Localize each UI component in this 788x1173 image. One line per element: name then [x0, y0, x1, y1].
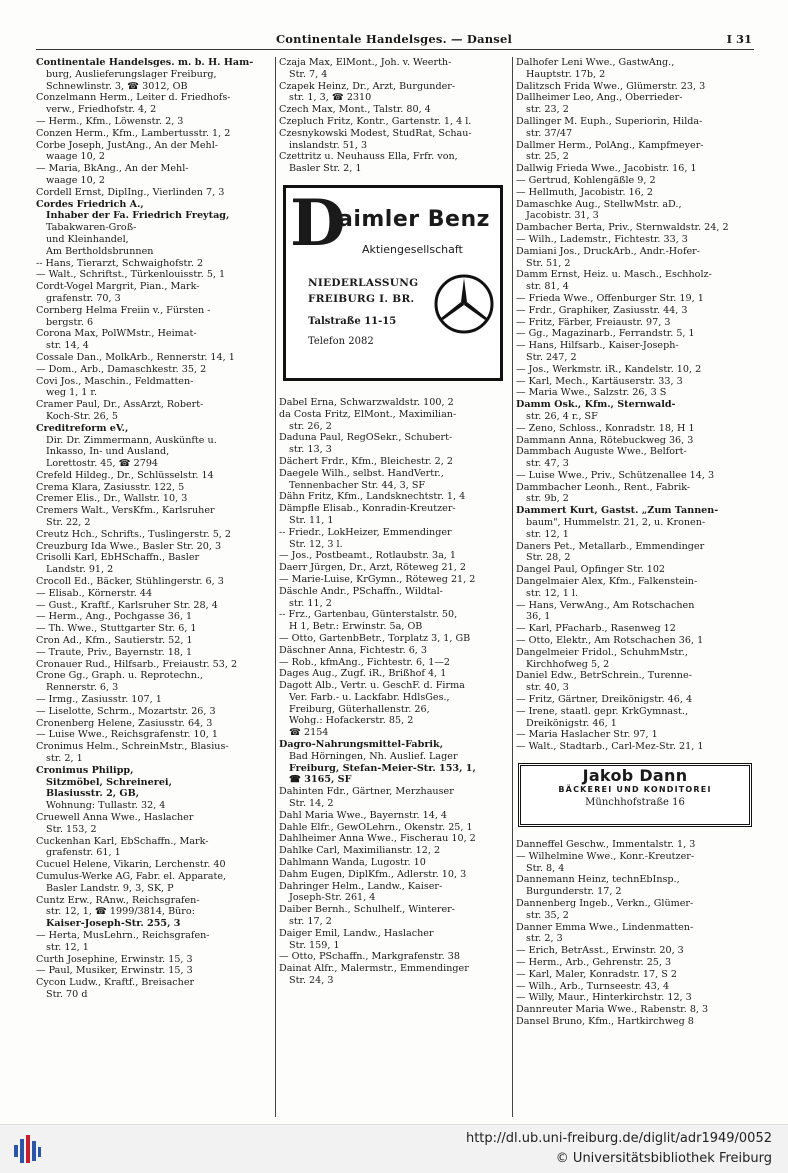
directory-entry: Str. 11, 1: [289, 514, 334, 526]
directory-entry: Basler Str. 2, 1: [289, 163, 362, 175]
directory-entry: Tabakwaren-Groß-: [46, 222, 137, 234]
directory-entry: Wohnung: Tullastr. 32, 4: [46, 800, 166, 812]
directory-entry: grafenstr. 61, 1: [46, 847, 121, 859]
directory-entry: — Rob., kfmAng., Fichtestr. 6, 1—2: [279, 656, 451, 668]
directory-entry: str. 26, 2: [289, 420, 332, 432]
directory-entry: Basler Landstr. 9, 3, SK, P: [46, 882, 174, 894]
directory-entry: — Herm., Kfm., Löwenstr. 2, 3: [36, 115, 184, 127]
directory-entry: — Jos., Werkmstr. iR., Kandelstr. 10, 2: [516, 363, 702, 375]
directory-entry: Dallmer Herm., PolAng., Kampfmeyer-: [516, 139, 704, 151]
directory-entry: Dages Aug., Zugf. iR., Brißhof 4, 1: [279, 668, 447, 680]
directory-entry: Str. 51, 2: [526, 257, 571, 269]
directory-entry: Tennenbacher Str. 44, 3, SF: [289, 479, 426, 491]
directory-entry: Str. 247, 2: [526, 351, 577, 363]
directory-entry: Cordt-Vogel Margrit, Pian., Mark-: [36, 281, 200, 293]
directory-entry: str. 37/47: [526, 127, 573, 139]
directory-entry: -- Frz., Gartenbau, Günterstalstr. 50,: [279, 609, 458, 621]
directory-entry: Cumulus-Werke AG, Fabr. el. Apparate,: [36, 870, 227, 882]
directory-entry: Cronimus Helm., SchreinMstr., Blasius-: [36, 741, 229, 753]
directory-entry: — Traute, Priv., Bayernstr. 18, 1: [36, 646, 193, 658]
directory-entry: Freiburg, Stefan-Meier-Str. 153, 1,: [289, 762, 476, 774]
directory-entry: Crone Gg., Graph. u. Reprotechn.,: [36, 670, 203, 682]
directory-entry: Rennerstr. 6, 3: [46, 682, 119, 694]
directory-entry: Cordes Friedrich A.,: [36, 198, 144, 210]
directory-entry: str. 12, 1 l.: [526, 587, 578, 599]
directory-entry: Jacobistr. 31, 3: [526, 210, 599, 222]
directory-entry: burg, Auslieferungslager Freiburg,: [46, 68, 217, 80]
directory-entry: — Maria, BkAng., An der Mehl-: [36, 163, 189, 175]
source-url[interactable]: http://dl.ub.uni-freiburg.de/diglit/adr1949/0052: [465, 1131, 772, 1146]
directory-entry: Dahringer Helm., Landw., Kaiser-: [279, 880, 443, 892]
daimler-benz-advertisement: [283, 185, 503, 381]
directory-entry: str. 2, 1: [46, 753, 83, 765]
directory-entry: — Gertrud, Kohlengäßle 9, 2: [516, 174, 656, 186]
directory-entry: Czesnykowski Modest, StudRat, Schau-: [279, 127, 472, 139]
directory-entry: Blasiusstr. 2, GB,: [46, 788, 140, 800]
column-2: [279, 57, 509, 1119]
directory-entry: — Karl, PFacharb., Rasenweg 12: [516, 623, 676, 635]
directory-entry: — Otto, Elektr., Am Rotschachen 36, 1: [516, 635, 704, 647]
directory-entry: Dähn Fritz, Kfm., Landsknechtstr. 1, 4: [279, 491, 466, 503]
directory-entry: Str. 24, 3: [289, 975, 334, 987]
directory-entry: — Hans, VerwAng., Am Rotschachen: [516, 599, 695, 611]
ad-line: Talstraße 11-15: [308, 315, 397, 327]
directory-entry: Dannenberg Ingeb., Verkn., Glümer-: [516, 898, 694, 909]
ad-address: Münchhofstraße 16: [585, 796, 685, 808]
directory-entry: Dalitzsch Frida Wwe., Glümerstr. 23, 3: [516, 80, 706, 92]
directory-entry: da Costa Fritz, ElMont., Maximilian-: [279, 408, 457, 420]
directory-entry: Creuzburg Ida Wwe., Basler Str. 20, 3: [36, 540, 222, 552]
directory-entry: — Paul, Musiker, Erwinstr. 15, 3: [36, 965, 193, 977]
directory-entry: Daiger Emil, Landw., Haslacher: [279, 927, 434, 939]
directory-entry: Landstr. 91, 2: [46, 564, 114, 576]
directory-entry: Kirchhofweg 5, 2: [526, 658, 610, 670]
ad-subtitle: Aktiengesellschaft: [362, 242, 463, 256]
directory-entry: Corbe Joseph, JustAng., An der Mehl-: [36, 139, 219, 151]
mercedes-star-icon: [432, 272, 496, 336]
directory-entry: — Irmg., Zasiusstr. 107, 1: [36, 694, 162, 706]
directory-entry: waage 10, 2: [46, 151, 105, 163]
directory-entry: Str. 22, 2: [46, 517, 91, 529]
directory-entry: Czech Max, Mont., Talstr. 80, 4: [279, 104, 431, 116]
directory-entry: baum", Hummelstr. 21, 2, u. Kronen-: [526, 517, 706, 529]
directory-entry: Corona Max, PolWMstr., Heimat-: [36, 328, 197, 340]
directory-entry: Dammbach Auguste Wwe., Belfort-: [516, 446, 687, 458]
directory-entry: Dagott Alb., Vertr. u. GeschF. d. Firma: [279, 680, 465, 692]
ad-brand: aimler Benz: [338, 206, 490, 232]
directory-entry: Dabel Erna, Schwarzwaldstr. 100, 2: [279, 396, 454, 408]
directory-entry: — Karl, Maler, Konradstr. 17, S 2: [516, 968, 677, 980]
column-3: [516, 57, 756, 1119]
directory-entry: str. 12, 1, ☎ 1999/3814, Büro:: [46, 906, 195, 918]
column-divider: [275, 57, 276, 1117]
ub-freiburg-logo-icon: [12, 1133, 42, 1165]
directory-entry: Dächert Frdr., Kfm., Bleichestr. 2, 2: [279, 455, 453, 467]
directory-entry: Czettritz u. Neuhauss Ella, Frfr. von,: [279, 151, 458, 163]
directory-entry: str. 25, 2: [526, 151, 569, 163]
directory-entry: Lorettostr. 45, ☎ 2794: [46, 458, 159, 470]
directory-entry: -- Friedr., LokHeizer, Emmendinger: [279, 526, 452, 538]
directory-entry: Koch-Str. 26, 5: [46, 410, 118, 422]
directory-entry: Str. 12, 3 l.: [289, 538, 343, 550]
directory-entry: Dahlke Carl, Maximilianstr. 12, 2: [279, 845, 441, 857]
directory-entry: Creditreform eV.,: [36, 422, 129, 434]
directory-entry: — Herm., Ang., Pochgasse 36, 1: [36, 611, 193, 623]
directory-entry: str. 9b, 2: [526, 493, 569, 505]
directory-entry: Dagro-Nahrungsmittel-Fabrik,: [279, 739, 444, 751]
directory-entry: Damm Ernst, Heiz. u. Masch., Eschholz-: [516, 269, 712, 281]
directory-entry: Daiber Bernh., Schulhelf., Winterer-: [279, 904, 455, 916]
directory-entry: — Otto, PSchaffn., Markgrafenstr. 38: [279, 951, 460, 963]
running-head: Continentale Handelsges. — Dansel: [275, 32, 513, 46]
directory-entry: Cycon Ludw., Kraftf., Breisacher: [36, 977, 195, 989]
directory-entry: Hauptstr. 17b, 2: [526, 68, 606, 80]
directory-entry: Dammert Kurt, Gastst. „Zum Tannen-: [516, 505, 719, 517]
directory-entry: Cuckenhan Karl, EbSchaffn., Mark-: [36, 835, 209, 847]
directory-entry: Cron Ad., Kfm., Sautierstr. 52, 1: [36, 635, 193, 647]
directory-entry: — Zeno, Schloss., Konradstr. 18, H 1: [516, 422, 695, 434]
directory-entry: — Fritz, Gärtner, Dreikönigstr. 46, 4: [516, 694, 693, 706]
directory-entry: Dämpfle Elisab., Konradin-Kreutzer-: [279, 503, 456, 515]
directory-entry: — Otto, GartenbBetr., Torplatz 3, 1, GB: [279, 632, 471, 644]
directory-entry: Cronauer Rud., Hilfsarb., Freiaustr. 53, 2: [36, 658, 238, 670]
directory-entry: — Herta, MusLehrn., Reichsgrafen-: [36, 929, 210, 941]
directory-entry: — Gg., Magazinarb., Ferrandstr. 5, 1: [516, 328, 695, 340]
directory-entry: inslandstr. 51, 3: [289, 139, 368, 151]
directory-entry: Damaschke Aug., StellwMstr. aD.,: [516, 198, 682, 210]
directory-entry: grafenstr. 70, 3: [46, 292, 121, 304]
directory-entry: Däschner Anna, Fichtestr. 6, 3: [279, 644, 428, 656]
directory-entry: — Elisab., Körnerstr. 44: [36, 587, 153, 599]
directory-entry: str. 23, 2: [526, 104, 569, 116]
directory-entry: Dangel Paul, Opfinger Str. 102: [516, 564, 666, 576]
directory-entry: Cuntz Erw., RAnw., Reichsgrafen-: [36, 894, 200, 906]
directory-entry: str. 1, 3, ☎ 2310: [289, 92, 372, 104]
directory-entry: Cucuel Helene, Vikarin, Lerchenstr. 40: [36, 859, 226, 871]
directory-entry: str. 47, 3: [526, 458, 569, 470]
directory-entry: Sitzmöbel, Schreinerei,: [46, 776, 172, 788]
directory-entry: ☎ 3165, SF: [289, 774, 352, 786]
directory-entry: — Jos., Postbeamt., Rotlaubstr. 3a, 1: [279, 550, 456, 562]
directory-entry: — Frdr., Graphiker, Zasiusstr. 44, 3: [516, 304, 688, 316]
directory-entry: str. 14, 4: [46, 340, 89, 352]
page-number: I 31: [726, 32, 752, 46]
directory-entry: -- Hans, Tierarzt, Schwaighofstr. 2: [36, 257, 204, 269]
directory-entry: — Maria Haslacher Str. 97, 1: [516, 729, 658, 741]
directory-entry: — Hans, Hilfsarb., Kaiser-Joseph-: [516, 340, 679, 352]
directory-entry: Dahle Elfr., GewOLehrn., Okenstr. 25, 1: [279, 821, 473, 833]
jakob-dann-advertisement: [518, 763, 752, 827]
directory-entry: Dir. Dr. Zimmermann, Auskünfte u.: [46, 434, 217, 446]
directory-entry: Crocoll Ed., Bäcker, Stühlingerstr. 6, 3: [36, 576, 224, 588]
directory-entry: Daners Pet., Metallarb., Emmendinger: [516, 540, 705, 552]
directory-entry: — Wilhelmine Wwe., Konr.-Kreutzer-: [516, 850, 695, 862]
directory-entry: Dallheimer Leo, Ang., Oberrieder-: [516, 92, 683, 104]
directory-entry: Kaiser-Joseph-Str. 255, 3: [46, 918, 181, 930]
directory-entry: Schnewlinstr. 3, ☎ 3012, OB: [46, 80, 188, 92]
directory-entry: Dansel Bruno, Kfm., Hartkirchweg 8: [516, 1015, 694, 1027]
directory-entry: Dangelmeier Fridol., SchuhmMstr.,: [516, 646, 688, 658]
directory-entry: Crefeld Hildeg., Dr., Schlüsselstr. 14: [36, 469, 214, 481]
directory-entry: Cordell Ernst, DiplIng., Vierlinden 7, 3: [36, 186, 225, 198]
directory-entry: Daegele Wilh., selbst. HandVertr.,: [279, 467, 444, 479]
directory-entry: Damm Osk., Kfm., Sternwald-: [516, 399, 676, 411]
directory-entry: str. 12, 1: [46, 941, 89, 953]
ad-subtitle: BÄCKEREI UND KONDITOREI: [558, 784, 712, 794]
copyright: © Universitätsbibliothek Freiburg: [555, 1151, 772, 1166]
directory-entry: Danner Emma Wwe., Lindenmatten-: [516, 921, 694, 933]
directory-entry: Cornberg Helma Freiin v., Fürsten -: [36, 304, 211, 316]
directory-entry: Czepluch Fritz, Kontr., Gartenstr. 1, 4 l.: [279, 115, 472, 127]
directory-entry: str. 11, 2: [289, 597, 332, 609]
header-rule: [36, 49, 754, 50]
directory-entry: Dammann Anna, Rötebuckweg 36, 3: [516, 434, 694, 446]
directory-entry: Dannreuter Maria Wwe., Rabenstr. 8, 3: [516, 1004, 709, 1016]
footer-bar: [0, 1124, 788, 1173]
ad-initial: D: [290, 185, 346, 261]
directory-entry: Str. 8, 4: [526, 862, 565, 874]
directory-entry: ☎ 2154: [289, 727, 329, 739]
directory-entry: Dahl Maria Wwe., Bayernstr. 14, 4: [279, 809, 448, 821]
directory-entry: — Dom., Arb., Damaschkestr. 35, 2: [36, 363, 207, 375]
directory-entry: Czaja Max, ElMont., Joh. v. Weerth-: [279, 57, 452, 68]
directory-entry: Daerr Jürgen, Dr., Arzt, Röteweg 21, 2: [279, 562, 466, 574]
directory-entry: Continentale Handelsges. m. b. H. Ham-: [36, 57, 254, 68]
directory-entry: str. 12, 1: [526, 528, 569, 540]
ad-brand: Jakob Dann: [582, 766, 688, 786]
directory-entry: H 1, Betr.: Erwinstr. 5a, OB: [289, 621, 423, 633]
directory-entry: str. 81, 4: [526, 281, 569, 293]
directory-entry: Däschle Andr., PSchaffn., Wildtal-: [279, 585, 443, 597]
directory-entry: Conzen Herm., Kfm., Lambertusstr. 1, 2: [36, 127, 231, 139]
directory-entry: Daniel Edw., BetrSchrein., Turenne-: [516, 670, 692, 682]
directory-entry: — Irene, staatl. gepr. KrkGymnast.,: [516, 705, 689, 717]
directory-entry: Str. 153, 2: [46, 823, 97, 835]
directory-entry: — Karl, Mech., Kartäuserstr. 33, 3: [516, 375, 683, 387]
ad-line: NIEDERLASSUNG: [308, 276, 419, 289]
directory-entry: Am Bertholdsbrunnen: [46, 245, 154, 257]
directory-entry: Inhaber der Fa. Friedrich Freytag,: [46, 210, 230, 222]
directory-entry: Dallinger M. Euph., Superiorin, Hilda-: [516, 115, 703, 127]
directory-entry: Cremers Walt., VersKfm., Karlsruher: [36, 505, 215, 517]
directory-entry: Str. 14, 2: [289, 798, 334, 810]
directory-entry: Wohg.: Hofackerstr. 85, 2: [289, 715, 414, 727]
directory-entry: Str. 159, 1: [289, 939, 340, 951]
directory-entry: str. 13, 3: [289, 444, 332, 456]
directory-entry: Inkasso, In- und Ausland,: [46, 446, 170, 458]
directory-entry: Conzelmann Herm., Leiter d. Friedhofs-: [36, 92, 231, 104]
directory-entry: — Liselotte, Schrm., Mozartstr. 26, 3: [36, 705, 216, 717]
directory-entry: Dahm Eugen, DiplKfm., Adlerstr. 10, 3: [279, 868, 467, 880]
directory-entry: Dammbacher Leonh., Rent., Fabrik-: [516, 481, 691, 493]
directory-entry: — Walt., Schriftst., Türkenlouisstr. 5, 1: [36, 269, 226, 281]
directory-entry: Burgunderstr. 17, 2: [526, 886, 622, 898]
directory-entry: Covi Jos., Maschin., Feldmatten-: [36, 375, 194, 387]
directory-entry: Curth Josephine, Erwinstr. 15, 3: [36, 953, 193, 965]
directory-entry: Dreikönigstr. 46, 1: [526, 717, 617, 729]
column-divider: [512, 57, 513, 1117]
directory-entry: Joseph-Str. 261, 4: [289, 892, 376, 904]
directory-entry: Dahlmann Wanda, Lugostr. 10: [279, 857, 426, 869]
directory-entry: str. 2, 3: [526, 933, 563, 945]
directory-entry: Dambacher Berta, Priv., Sternwaldstr. 24, 2: [516, 222, 729, 234]
directory-entry: weg 1, 1 r.: [46, 387, 98, 399]
directory-entry: Danneffel Geschw., Immentalstr. 1, 3: [516, 839, 696, 851]
directory-entry: Ver. Farb.- u. Lackfabr. HdlsGes.,: [289, 691, 450, 703]
directory-entry: Cramer Paul, Dr., AssArzt, Robert-: [36, 399, 204, 411]
directory-entry: Damiani Jos., DruckArb., Andr.-Hofer-: [516, 245, 701, 257]
directory-entry: Crisolli Karl, EbHSchaffn., Basler: [36, 552, 200, 564]
directory-entry: Bad Hörningen, Nh. Auslief. Lager: [289, 750, 458, 762]
ad-line: FREIBURG I. BR.: [308, 292, 415, 305]
directory-entry: verw., Friedhofstr. 4, 2: [46, 104, 157, 116]
directory-entry: Daduna Paul, RegOSekr., Schubert-: [279, 432, 453, 444]
directory-entry: — Marie-Luise, KrGymn., Röteweg 21, 2: [279, 573, 476, 585]
column-1: [36, 57, 272, 1119]
directory-entry: Dahinten Fdr., Gärtner, Merzhauser: [279, 786, 454, 798]
directory-entry: Dalhofer Leni Wwe., GastwAng.,: [516, 57, 675, 68]
directory-entry: — Luise Wwe., Priv., Schützenallee 14, 3: [516, 469, 715, 481]
directory-entry: 36, 1: [526, 611, 551, 623]
directory-entry: Str. 70 d: [46, 988, 88, 1000]
directory-entry: Dangelmaier Alex, Kfm., Falkenstein-: [516, 576, 698, 588]
directory-entry: — Luise Wwe., Reichsgrafenstr. 10, 1: [36, 729, 218, 741]
directory-entry: — Walt., Stadtarb., Carl-Mez-Str. 21, 1: [516, 741, 704, 753]
directory-entry: — Maria Wwe., Salzstr. 26, 3 S: [516, 387, 667, 399]
directory-entry: waage 10, 2: [46, 174, 105, 186]
ad-line: Telefon 2082: [308, 335, 374, 347]
directory-entry: — Fritz, Färber, Freiaustr. 97, 3: [516, 316, 671, 328]
directory-entry: Cruewell Anna Wwe., Haslacher: [36, 812, 194, 823]
directory-entry: — Erich, BetrAsst., Erwinstr. 20, 3: [516, 945, 684, 957]
directory-entry: Str. 7, 4: [289, 68, 328, 80]
directory-entry: str. 26, 4 r., SF: [526, 410, 598, 422]
directory-entry: — Hellmuth, Jacobistr. 16, 2: [516, 186, 653, 198]
directory-entry: Cronenberg Helene, Zasiusstr. 64, 3: [36, 717, 213, 729]
directory-entry: Crema Klara, Zasiusstr. 122, 5: [36, 481, 185, 493]
directory-entry: Cremer Elis., Dr., Wallstr. 10, 3: [36, 493, 188, 505]
directory-entry: Dainat Alfr., Malermstr., Emmendinger: [279, 963, 469, 975]
directory-entry: Dallwig Frieda Wwe., Jacobistr. 16, 1: [516, 163, 697, 175]
directory-entry: — Th. Wwe., Stuttgarter Str. 6, 1: [36, 623, 197, 635]
directory-entry: Cossale Dan., MolkArb., Rennerstr. 14, 1: [36, 351, 235, 363]
directory-entry: Freiburg, Güterhallenstr. 26,: [289, 703, 430, 715]
directory-entry: — Wilh., Arb., Turnseestr. 43, 4: [516, 980, 670, 992]
directory-entry: Dannemann Heinz, technEbInsp.,: [516, 874, 680, 886]
directory-entry: und Kleinhandel,: [46, 233, 129, 245]
directory-entry: Dahlheimer Anna Wwe., Fischerau 10, 2: [279, 833, 476, 845]
directory-entry: Str. 28, 2: [526, 552, 571, 564]
directory-entry: — Herm., Arb., Gehrenstr. 25, 3: [516, 956, 672, 968]
directory-entry: Czapek Heinz, Dr., Arzt, Burgunder-: [279, 80, 456, 92]
directory-entry: Cronimus Philipp,: [36, 764, 134, 776]
page-header: [36, 32, 752, 48]
directory-entry: str. 17, 2: [289, 916, 332, 928]
directory-entry: — Willy, Maur., Hinterkirchstr. 12, 3: [516, 992, 692, 1004]
directory-entry: bergstr. 6: [46, 316, 94, 328]
directory-entry: — Gust., Kraftf., Karlsruher Str. 28, 4: [36, 599, 218, 611]
directory-entry: str. 35, 2: [526, 909, 569, 921]
directory-entry: — Frieda Wwe., Offenburger Str. 19, 1: [516, 292, 704, 304]
directory-entry: — Wilh., Lademstr., Fichtestr. 33, 3: [516, 233, 688, 245]
directory-entry: str. 40, 3: [526, 682, 569, 694]
directory-entry: Creutz Hch., Schrifts., Tuslingerstr. 5, 2: [36, 528, 232, 540]
